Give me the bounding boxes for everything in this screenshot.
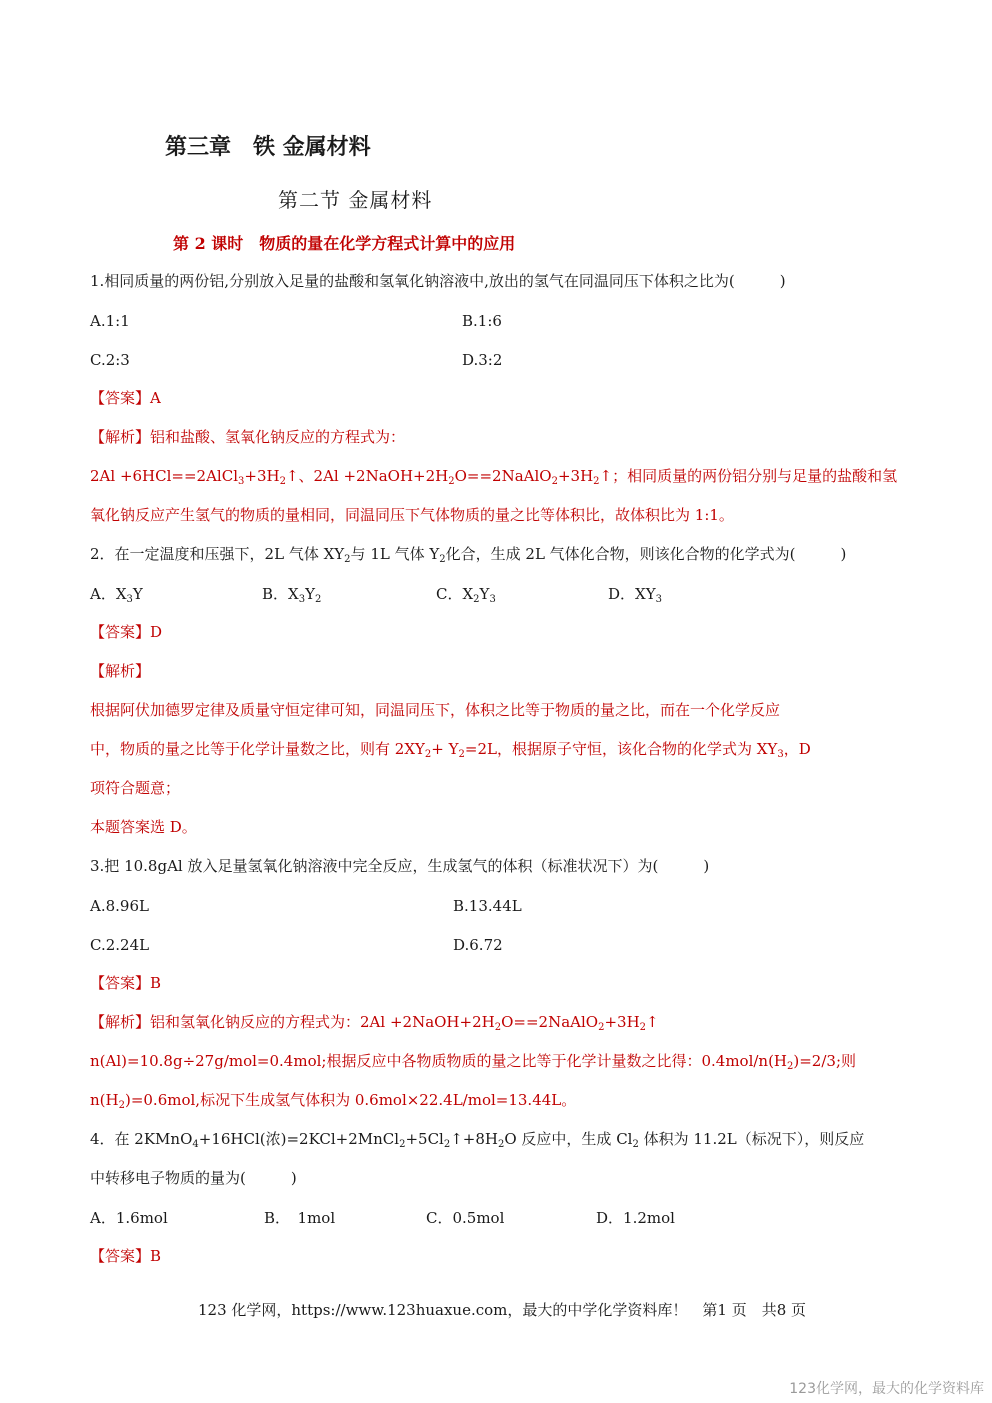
question-3-analysis-line-3: $n(H_2)=0.6mol$,标况下生成氢气体积为 0.6mol×22.4L/mol=13.44L。 [90, 1091, 577, 1111]
question-1-analysis-label: 【解析】铝和盐酸、氢氧化钠反应的方程式为： [90, 428, 406, 446]
question-4-answer: 【答案】B [90, 1247, 162, 1265]
question-2-option-c: C．$X_2Y_3$ [436, 585, 496, 605]
question-1-analysis-equation: $2Al +6HCl==2AlCl_3+3H_2↑$、$2Al +2NaOH+2H_2O==2NaAlO_2+3H_2↑$；相同质量的两份铝分别与足量的盐酸和氢 [90, 467, 898, 487]
question-4-option-a: A．1.6mol [90, 1209, 168, 1227]
question-3-analysis-line-1: 【解析】铝和氢氧化钠反应的方程式为：$2Al +2NaOH+2H_2O==2NaAlO_2+3H_2↑$ [90, 1013, 659, 1033]
question-1-stem: 1.相同质量的两份铝,分别放入足量的盐酸和氢氧化钠溶液中,放出的氢气在同温同压下体积之比为( ) [90, 272, 786, 290]
watermark: 123化学网，最大的化学资料库 [789, 1381, 984, 1397]
question-2-analysis-line-1: 根据阿伏加德罗定律及质量守恒定律可知，同温同压下，体积之比等于物质的量之比，而在一个化学反应 [90, 701, 781, 719]
question-2-analysis-label: 【解析】 [90, 662, 151, 680]
question-1-option-c: C.2:3 [90, 351, 130, 369]
question-2-analysis-line-2: 中，物质的量之比等于化学计量数之比，则有 $2XY_2+ Y_2=2L$，根据原子守恒，该化合物的化学式为 $XY_3$，D [90, 740, 811, 760]
question-3-stem: 3.把 10.8gAl 放入足量氢氧化钠溶液中完全反应，生成氢气的体积（标准状况下）为( ) [90, 857, 710, 875]
question-2-option-d: D．$XY_3$ [608, 585, 662, 605]
question-3-option-c: C.2.24L [90, 936, 150, 954]
question-4-option-c: C．0.5mol [426, 1209, 505, 1227]
question-2-analysis-line-3: 项符合题意； [90, 779, 181, 797]
lesson-title: 第 2 课时 物质的量在化学方程式计算中的应用 [173, 234, 516, 253]
question-3-analysis-line-2: n(Al)=10.8g÷27g/mol=0.4mol;根据反应中各物质物质的量之比等于化学计量数之比得：$0.4mol/n(H_2)=2/3$;则 [90, 1052, 857, 1072]
question-4-option-b: B． 1mol [264, 1209, 336, 1227]
question-3-option-a: A.8.96L [90, 897, 149, 915]
question-1-option-b: B.1:6 [462, 312, 502, 330]
question-2-answer: 【答案】D [90, 623, 163, 641]
question-3-option-d: D.6.72 [453, 936, 503, 954]
question-2-option-b: B．$X_3Y_2$ [262, 585, 322, 605]
section-title: 第二节 金属材料 [278, 188, 433, 212]
question-2-option-a: A．$X_3Y$ [90, 585, 143, 605]
question-4-stem-line-1: 4．在 2KMnO$_4$+16HCl(浓)$=2KCl+2MnCl_2+5Cl_2↑+8H_2O$ 反应中，生成 $Cl_2$ 体积为 11.2L（标况下），则反应 [90, 1130, 865, 1150]
question-2-analysis-line-4: 本题答案选 D。 [90, 818, 197, 836]
question-1-option-d: D.3:2 [462, 351, 503, 369]
question-2-stem: 2．在一定温度和压强下，2L 气体 $XY_2$与 1L 气体 $Y_2$化合，生成 2L 气体化合物，则该化合物的化学式为( ) [90, 545, 847, 565]
question-4-stem-line-2: 中转移电子物质的量为( ) [90, 1169, 297, 1187]
question-3-option-b: B.13.44L [453, 897, 522, 915]
question-1-answer: 【答案】A [90, 389, 161, 407]
question-4-option-d: D．1.2mol [596, 1209, 675, 1227]
page-footer: 123 化学网，https://www.123huaxue.com，最大的中学化学资料库！ 第1 页 共8 页 [198, 1301, 807, 1319]
question-1-analysis-line-2: 氧化钠反应产生氢气的物质的量相同，同温同压下气体物质的量之比等体积比，故体积比为 1:1。 [90, 506, 734, 524]
question-1-option-a: A.1:1 [90, 312, 130, 330]
chapter-title: 第三章 铁 金属材料 [165, 135, 371, 160]
question-3-answer: 【答案】B [90, 974, 162, 992]
